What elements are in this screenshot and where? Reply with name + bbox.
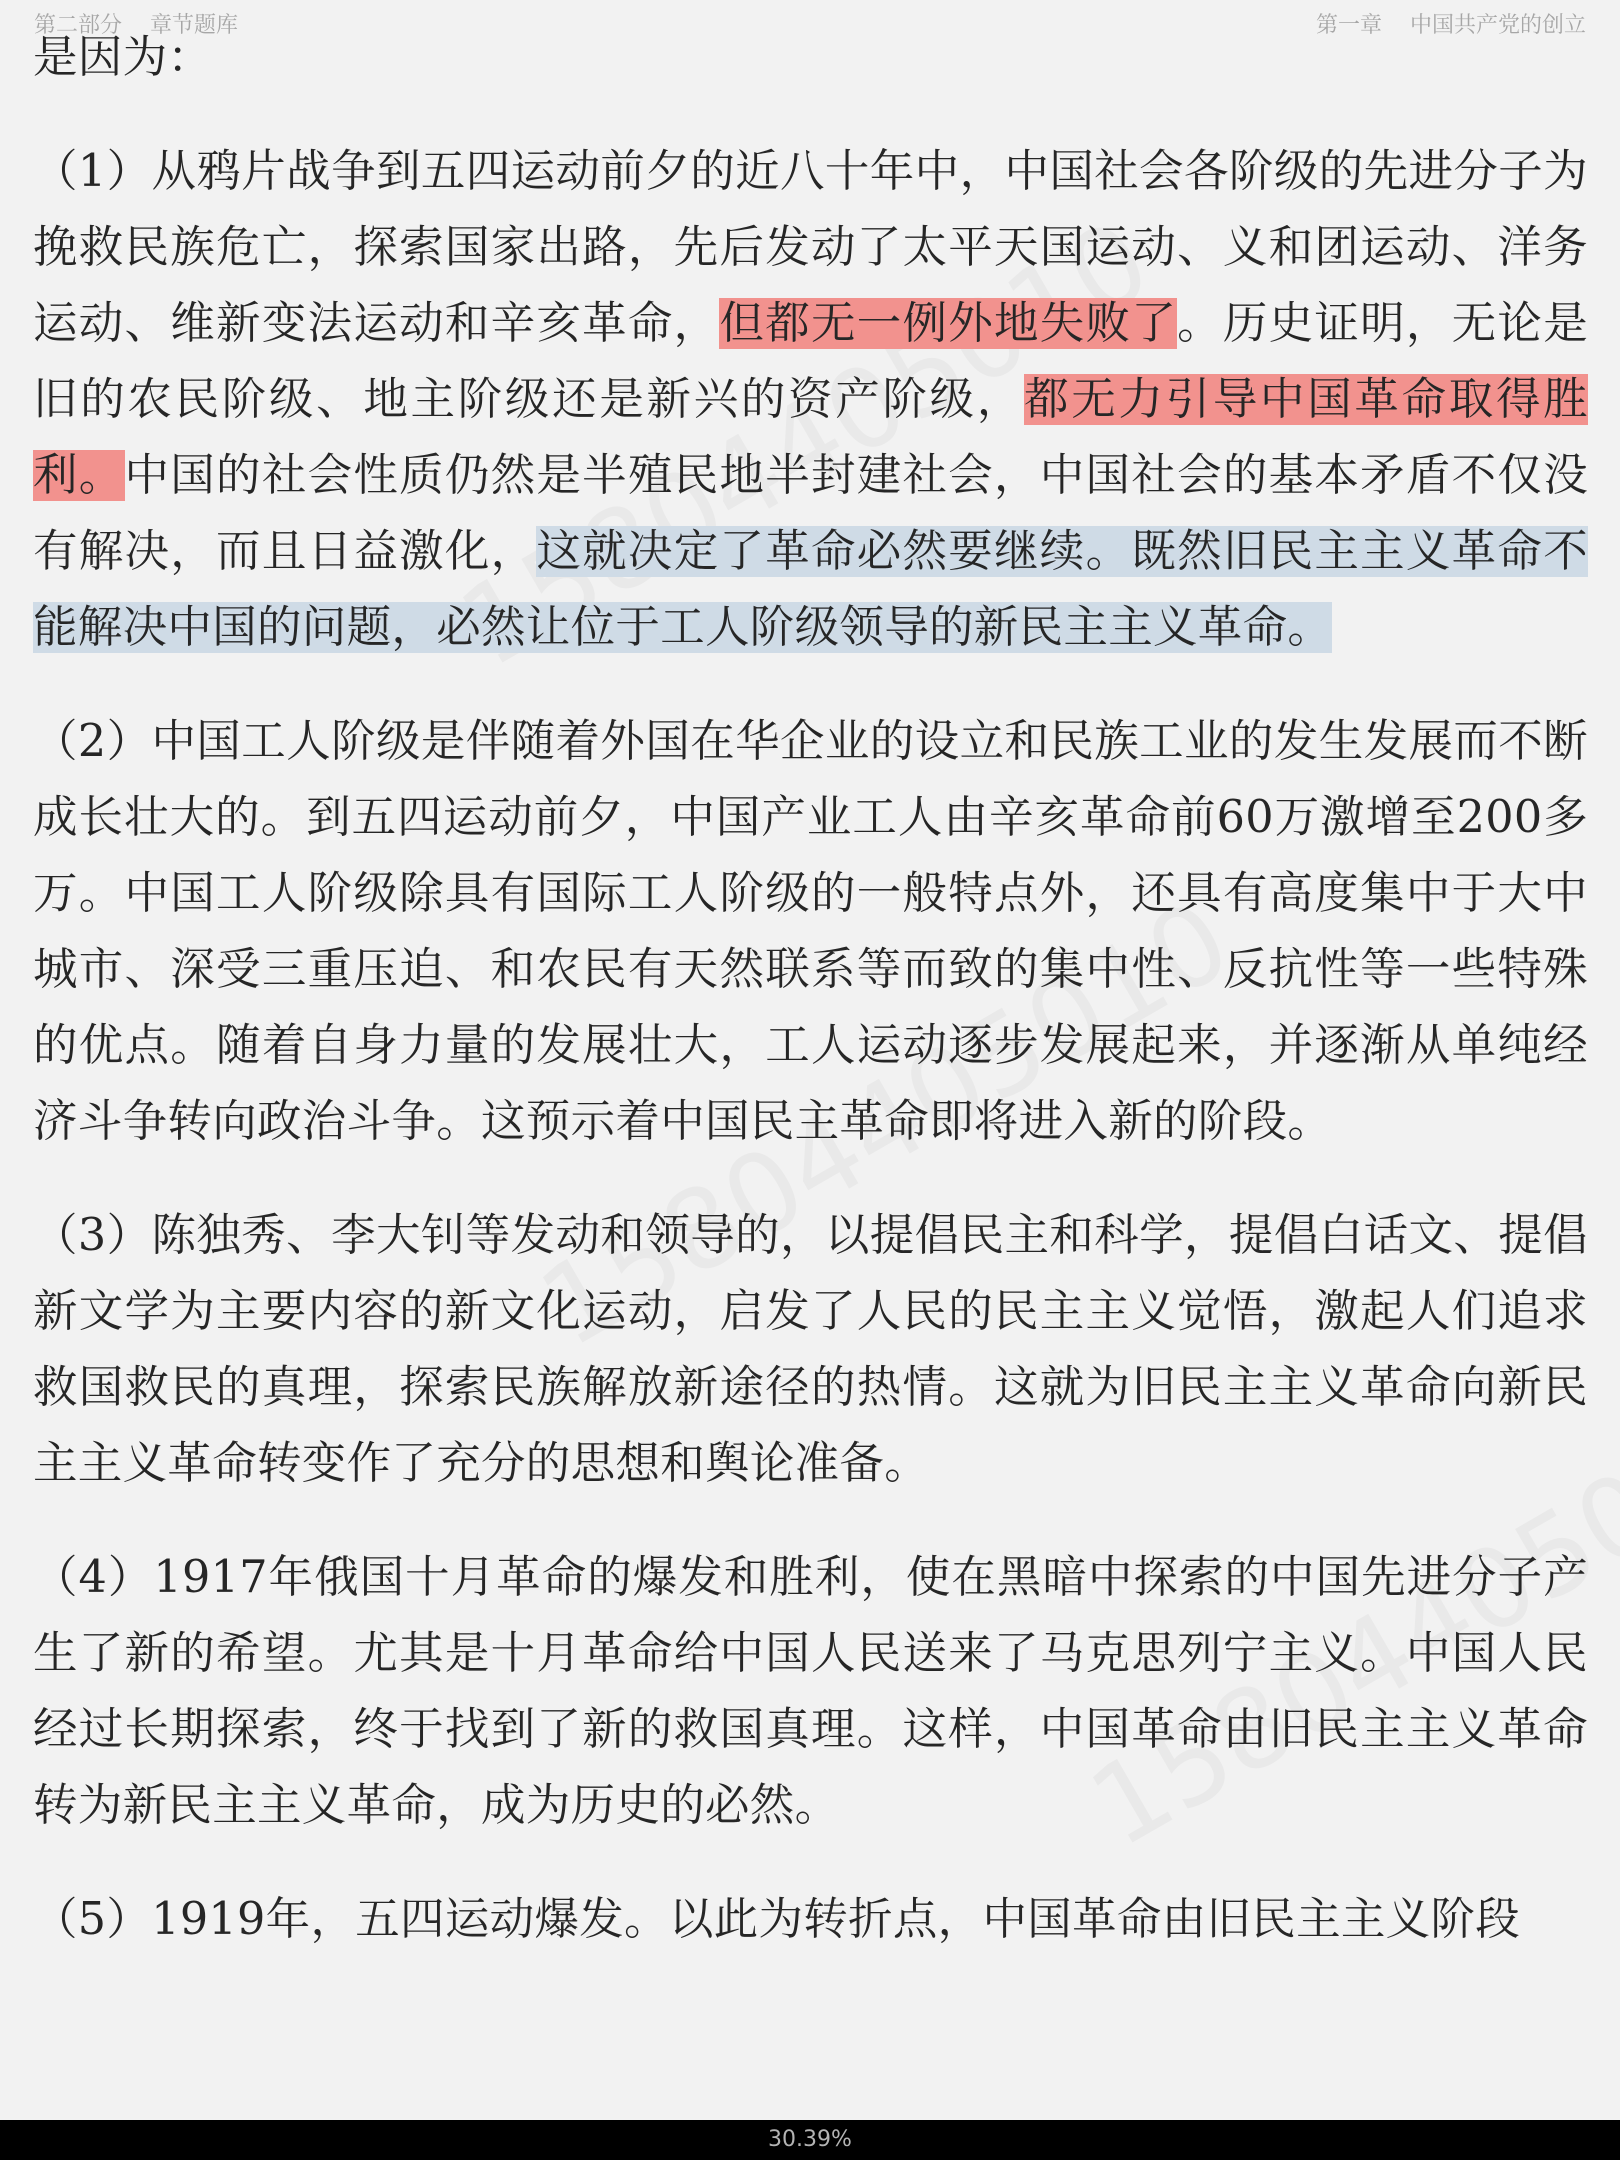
paragraph-1-text-a: （1）从鸦片战争到五四运动前夕的近八十年中，中国社会各阶级的先进分子为挽救民族危亡，探索国家出路，先后发动了太平天国运动、义和团运动、洋务运动、维新变法运动和辛亥革命， [33,146,1588,349]
paragraph-4[interactable]: （4）1917年俄国十月革命的爆发和胜利，使在黑暗中探索的中国先进分子产生了新的希望。尤其是十月革命给中国人民送来了马克思列宁主义。中国人民经过长期探索，终于找到了新的救国真理。这样，中国革命由旧民主主义革命转为新民主主义革命，成为历史的必然。 [33,1552,1588,1831]
lead-text: 是因为： [33,32,213,83]
header-section: 章节题库 [150,13,239,38]
paragraph-1-text-b: 。历史证明，无论是旧的农民阶级、地主阶级还是新兴的资产阶级， [33,298,1588,425]
reading-progress-label: 30.39% [768,2127,852,2152]
header-chapter-number: 第一章 [1315,13,1382,38]
highlight-blue-1[interactable]: 这就决定了革命必然要继续。既然旧民主主义革命不能解决中国的问题，必然让位于工人阶级领导的新民主主义革命。 [33,526,1588,653]
paragraph-3[interactable]: （3）陈独秀、李大钊等发动和领导的，以提倡民主和科学，提倡白话文、提倡新文学为主要内容的新文化运动，启发了人民的民主主义觉悟，激起人们追求救国救民的真理，探索民族解放新途径的热情。这就为旧民主主义革命向新民主主义革命转变作了充分的思想和舆论准备。 [33,1210,1588,1489]
paragraph-5[interactable]: （5）1919年，五四运动爆发。以此为转折点，中国革命由旧民主主义阶段 [33,1894,1521,1945]
paragraph-1[interactable] [33,134,1588,666]
header-chapter-title: 中国共产党的创立 [1409,13,1586,38]
highlight-red-1[interactable]: 但都无一例外地失败了 [719,298,1178,349]
highlight-red-2[interactable]: 都无力引导中国革命取得胜利。 [33,374,1588,501]
reading-progress-bar [0,2120,1620,2160]
document-body [33,20,1588,1996]
header-part: 第二部分 [34,13,123,38]
paragraph-2[interactable]: （2）中国工人阶级是伴随着外国在华企业的设立和民族工业的发生发展而不断成长壮大的。到五四运动前夕，中国产业工人由辛亥革命前60万激增至200多万。中国工人阶级除具有国际工人阶级的一般特点外，还具有高度集中于大中城市、深受三重压迫、和农民有天然联系等而致的集中性、反抗性等一些特殊的优点。随着自身力量的发展壮大，工人运动逐步发展起来，并逐渐从单纯经济斗争转向政治斗争。这预示着中国民主革命即将进入新的阶段。 [33,716,1588,1147]
paragraph-1-text-c: 中国的社会性质仍然是半殖民地半封建社会，中国社会的基本矛盾不仅没有解决，而且日益激化， [33,450,1588,577]
